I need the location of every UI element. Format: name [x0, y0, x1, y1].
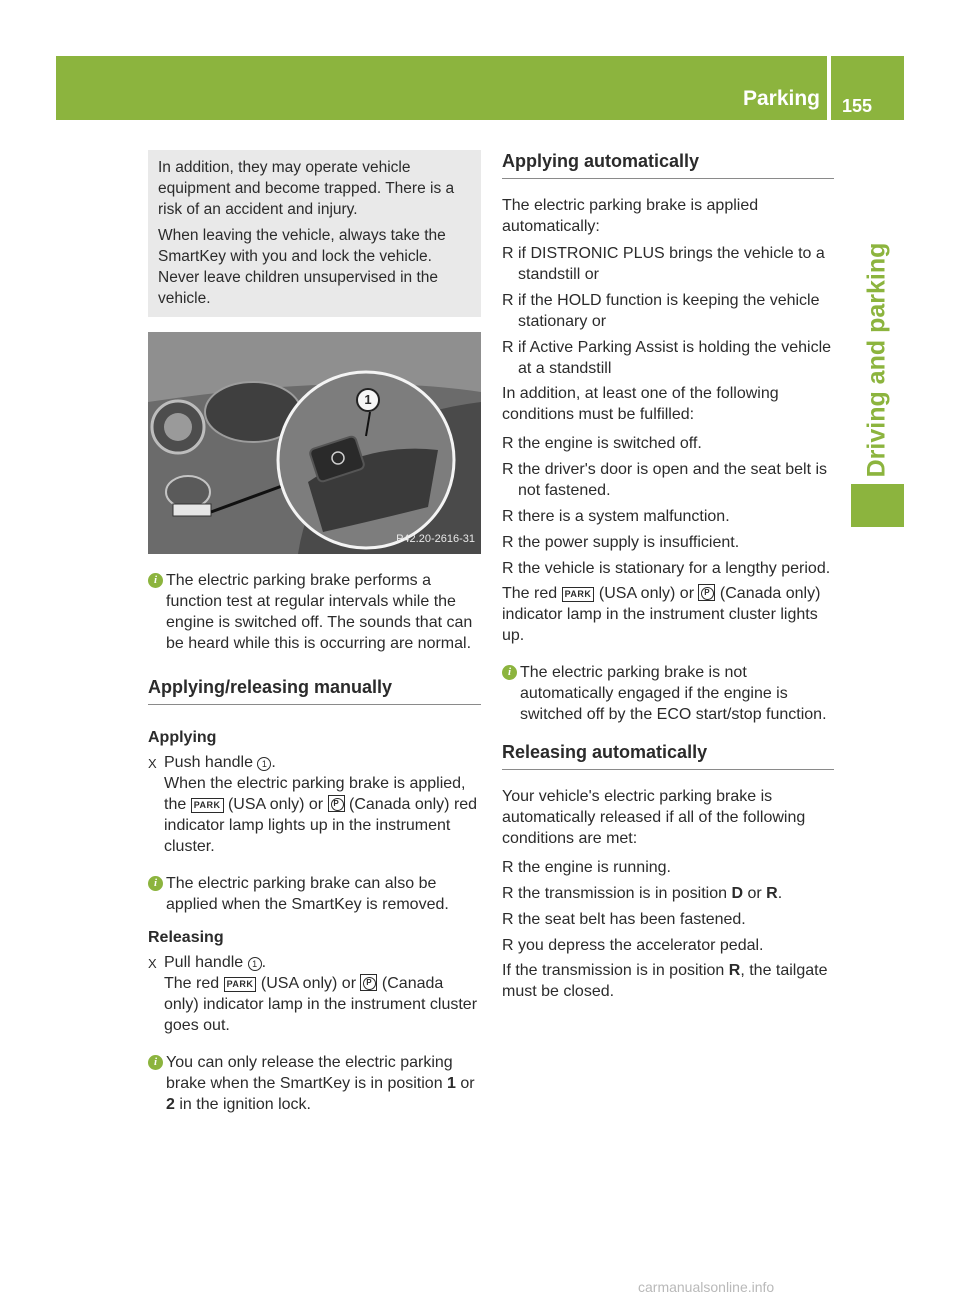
list-item [502, 337, 834, 379]
list-item-text: you depress the accelerator pedal. [518, 937, 764, 954]
list-item-text: the seat belt has been fastened. [518, 911, 746, 928]
gear-position: R [728, 962, 741, 979]
park-lamp-icon: PARK [191, 798, 224, 813]
list-item-text: or [743, 885, 767, 902]
note-text: in the ignition lock. [174, 1096, 311, 1113]
step-result [164, 773, 481, 857]
step-text: (USA only) or [223, 796, 328, 813]
step-arrow-icon: X [148, 756, 157, 771]
list-item-text: the power supply is insufficient. [518, 534, 740, 551]
release-conditions-list [502, 857, 834, 956]
page-title: Parking [742, 87, 820, 110]
left-column [148, 150, 481, 1115]
list-item-text: the driver's door is open and the seat belt is not fastened. [518, 461, 828, 499]
info-note-eco [502, 662, 834, 725]
list-item [502, 459, 834, 501]
step-text: (Canada only) indicator lamp in the instrument cluster goes out. [164, 975, 478, 1034]
step-arrow-icon: X [148, 956, 157, 971]
gear-position: D [731, 885, 743, 902]
list-item-text: if the HOLD function is keeping the vehicle stationary or [518, 292, 820, 330]
bullet-icon: R [502, 560, 514, 577]
parking-brake-lamp-icon [698, 584, 715, 601]
list-item [502, 857, 834, 878]
bullet-icon: R [502, 859, 514, 876]
conditions-list [502, 433, 834, 579]
section-heading-auto-release: Releasing automatically [502, 741, 834, 770]
list-item-text: if Active Parking Assist is holding the vehicle at a standstill [518, 339, 832, 377]
list-item-text: the transmission is in position [518, 885, 732, 902]
subheading-applying: Applying [148, 729, 217, 746]
right-column [502, 150, 834, 1002]
list-item-text: there is a system malfunction. [518, 508, 730, 525]
list-item [502, 558, 834, 579]
info-icon: i [148, 1055, 163, 1070]
step-result [164, 973, 481, 1036]
step-push-handle [148, 752, 481, 857]
info-icon: i [502, 665, 517, 680]
warning-text: When leaving the vehicle, always take the SmartKey with you and lock the vehicle. Never leave children unsupervised in the vehicle. [158, 227, 446, 307]
paragraph-tailgate [502, 960, 834, 1002]
bullet-icon: R [502, 534, 514, 551]
side-tab-label: Driving and parking [862, 242, 891, 478]
list-item-text: the vehicle is stationary for a lengthy period. [518, 560, 831, 577]
paragraph-lamp [502, 583, 834, 646]
list-item-text: . [777, 885, 783, 902]
step-text: . [261, 954, 267, 971]
callout-one-icon: 1 [248, 957, 262, 971]
park-lamp-icon: PARK [224, 977, 257, 992]
note-text: or [455, 1075, 475, 1092]
bullet-icon: R [502, 292, 514, 309]
position-value: 2 [166, 1096, 175, 1113]
list-item [502, 909, 834, 930]
list-item [502, 290, 834, 332]
step-pull-handle [148, 952, 481, 1036]
paragraph-text: , the tailgate must be closed. [502, 962, 828, 1000]
bullet-icon: R [502, 435, 514, 452]
step-text: . [271, 754, 276, 771]
list-item [502, 883, 834, 904]
paragraph-text: If the transmission is in position [502, 962, 729, 979]
paragraph-text: (USA only) or [594, 585, 699, 602]
info-note-release-position [148, 1052, 481, 1115]
step-text: When the electric parking brake is applied, the [164, 775, 466, 813]
info-icon: i [148, 573, 163, 588]
park-lamp-icon: PARK [562, 587, 595, 602]
header-separator [827, 56, 831, 120]
paragraph: The electric parking brake is applied automatically: [502, 197, 759, 235]
info-note-smartkey [148, 873, 481, 915]
subheading-releasing: Releasing [148, 929, 224, 946]
list-item-text: the engine is running. [518, 859, 671, 876]
parking-brake-photo [148, 332, 481, 554]
step-text: Push handle [164, 754, 258, 771]
warning-text: In addition, they may operate vehicle equipment and become trapped. There is a risk of an accident and injury. [158, 159, 455, 218]
warning-box [148, 150, 481, 317]
bullet-icon: R [502, 339, 514, 356]
photo-code: P42.20-2616-31 [396, 533, 475, 545]
list-item [502, 506, 834, 527]
parking-brake-lamp-icon [328, 795, 345, 812]
note-text: The electric parking brake is not automatically engaged if the engine is switched off by the ECO start/stop function. [520, 664, 827, 723]
step-text: The red [164, 975, 224, 992]
info-note-function-test [148, 570, 481, 654]
paragraph: Your vehicle's electric parking brake is automatically released if all of the following conditions are met: [502, 788, 806, 847]
bullet-icon: R [502, 508, 514, 525]
page-number: 155 [842, 96, 873, 116]
bullet-icon: R [502, 937, 514, 954]
list-item [502, 532, 834, 553]
list-item-text: the engine is switched off. [518, 435, 702, 452]
list-item [502, 433, 834, 454]
dashboard-illustration [148, 332, 481, 554]
list-item-text: if DISTRONIC PLUS brings the vehicle to a standstill or [518, 245, 825, 283]
paragraph-text: (Canada only) indicator lamp in the instrument cluster lights up. [502, 585, 821, 644]
callout-number: 1 [356, 388, 380, 412]
paragraph-text: The red [502, 585, 562, 602]
step-text: Pull handle [164, 954, 248, 971]
list-item [502, 935, 834, 956]
position-value: 1 [447, 1075, 456, 1092]
note-text: You can only release the electric parking brake when the SmartKey is in position [166, 1054, 453, 1092]
bullet-icon: R [502, 911, 514, 928]
gear-position: R [766, 885, 778, 902]
parking-brake-lamp-icon [360, 974, 377, 991]
step-text: (USA only) or [256, 975, 361, 992]
note-text: The electric parking brake can also be applied when the SmartKey is removed. [166, 875, 449, 913]
section-heading-auto-apply: Applying automatically [502, 150, 834, 179]
list-item [502, 243, 834, 285]
info-icon: i [148, 876, 163, 891]
step-text: (Canada only) red indicator lamp lights up in the instrument cluster. [164, 796, 478, 855]
section-heading-manual: Applying/releasing manually [148, 676, 481, 705]
auto-apply-list [502, 243, 834, 379]
paragraph: In addition, at least one of the following conditions must be fulfilled: [502, 385, 779, 423]
watermark: carmanualsonline.info [638, 1279, 775, 1295]
bullet-icon: R [502, 245, 514, 262]
bullet-icon: R [502, 461, 514, 478]
callout-one-icon: 1 [257, 757, 271, 771]
note-text: The electric parking brake performs a function test at regular intervals while the engine is switched off. The sounds that can be heard while this is occurring are normal. [166, 572, 473, 652]
bullet-icon: R [502, 885, 514, 902]
side-tab-marker [851, 484, 904, 527]
